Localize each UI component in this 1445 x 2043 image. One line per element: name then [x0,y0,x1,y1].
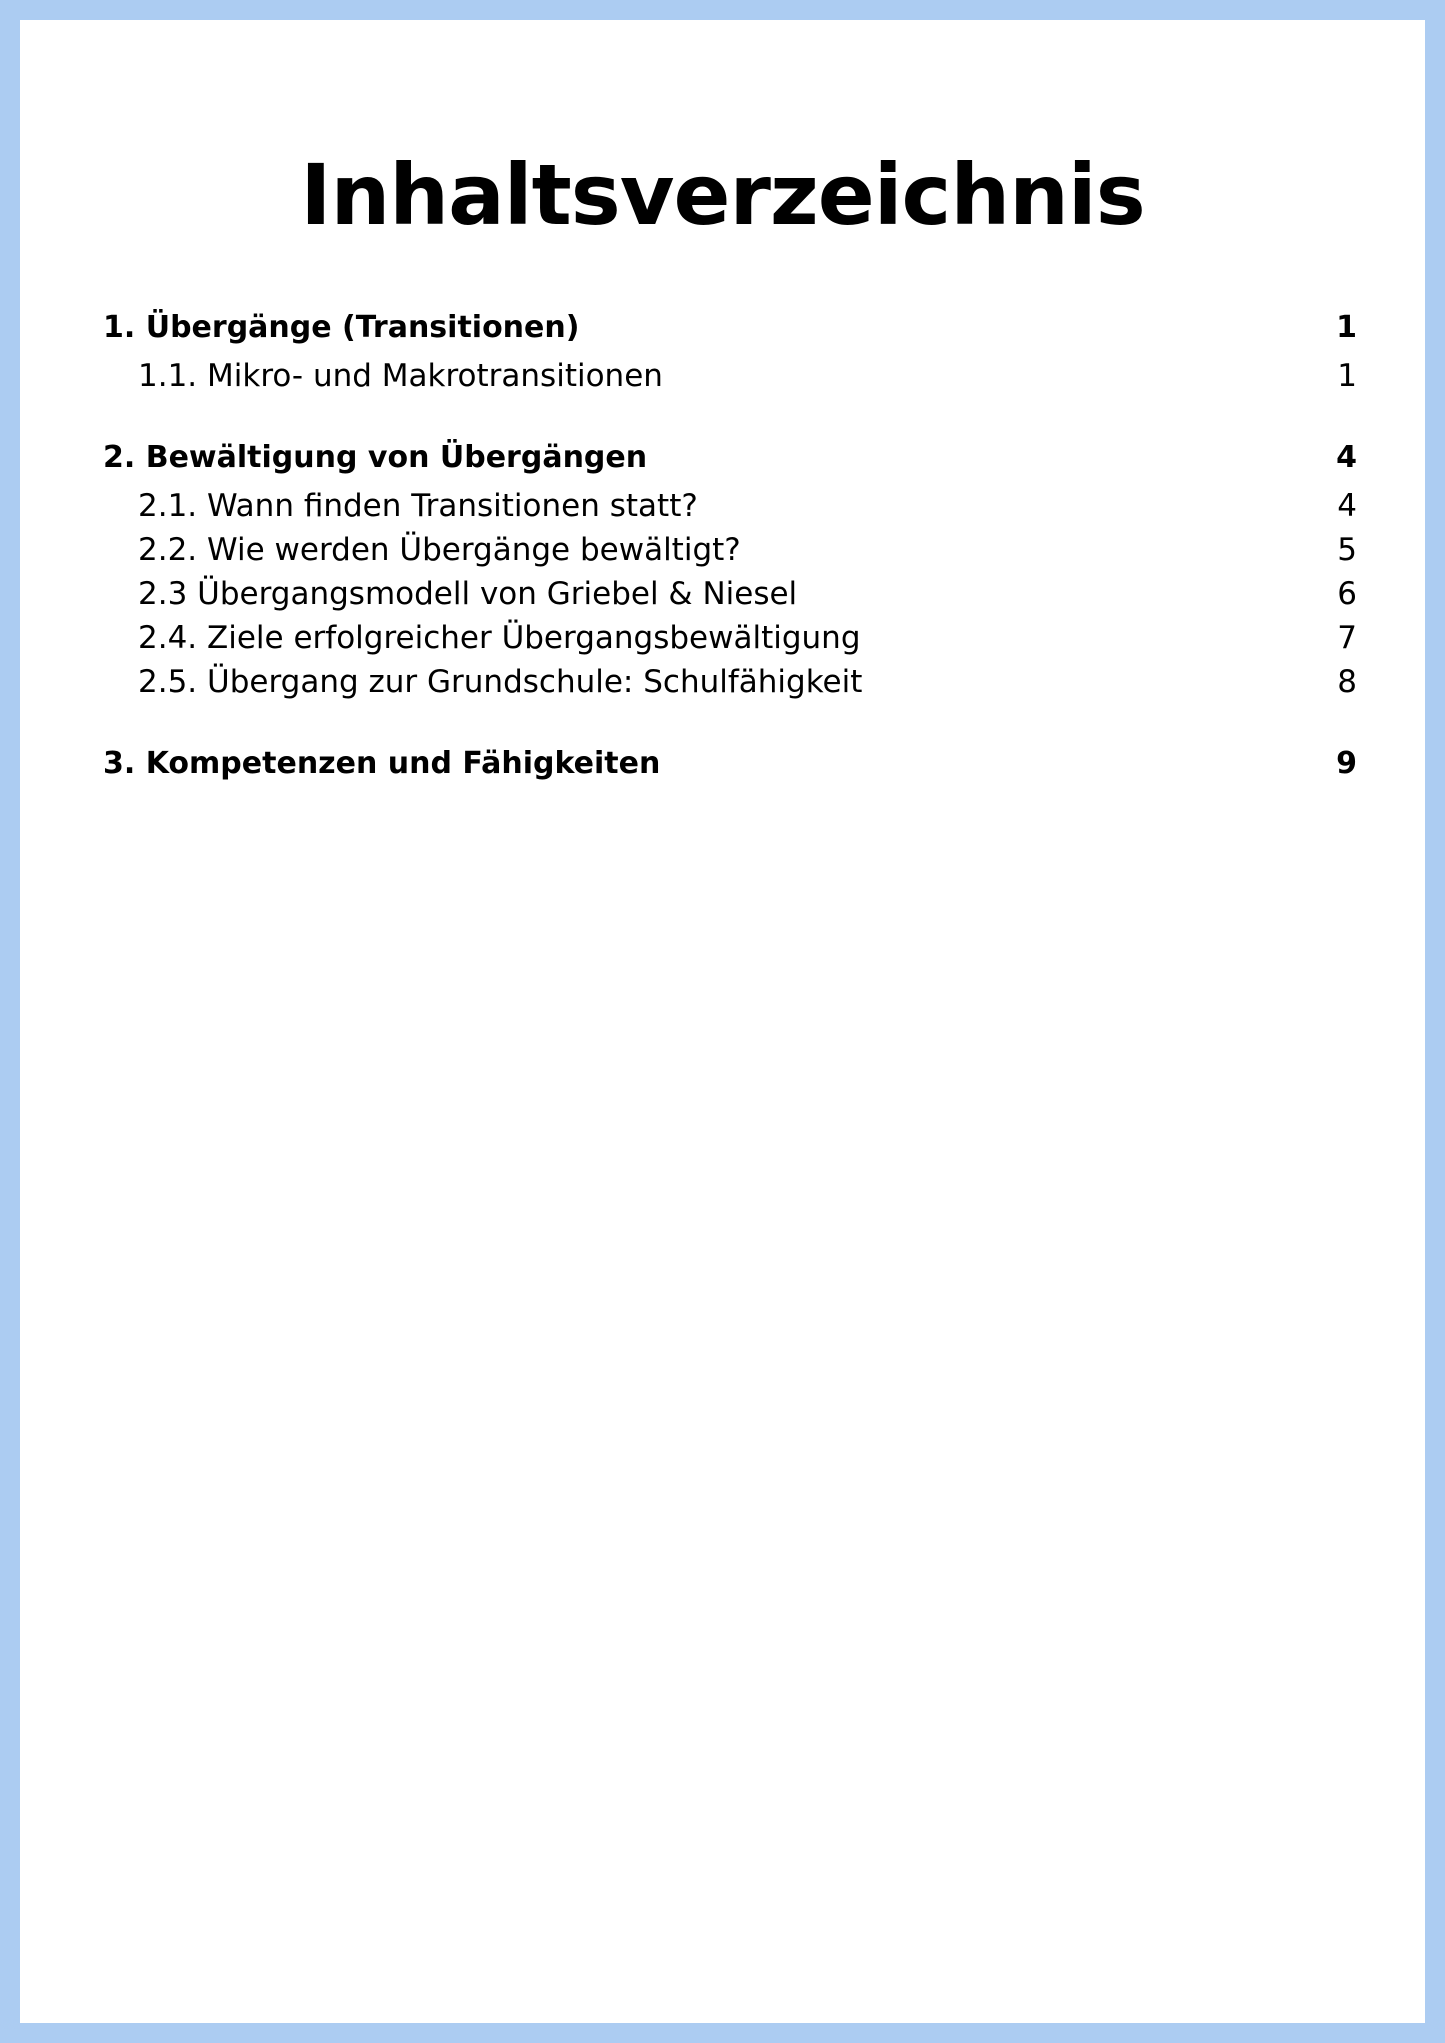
toc-subentry-label: 2.1. Wann finden Transitionen statt? [138,488,698,524]
toc-subentry[interactable] [103,576,1365,620]
toc-subentry[interactable] [103,488,1365,532]
document-page [20,20,1425,2023]
toc-entry-page: 1 [1336,310,1357,345]
toc-subentry-label: 2.2. Wie werden Übergänge bewältigt? [138,532,741,568]
toc-subentry-label: 1.1. Mikro- und Makrotransitionen [138,358,663,394]
toc-section [103,310,1365,402]
toc-section [103,440,1365,708]
toc-entry-page: 9 [1336,746,1357,781]
toc-entry-label: 2. Bewältigung von Übergängen [103,440,648,475]
toc-subentry-label: 2.3 Übergangsmodell von Griebel & Niesel [138,576,798,612]
page-title: Inhaltsverzeichnis [300,146,1145,244]
toc-subentry-label: 2.4. Ziele erfolgreicher Übergangsbewältigung [138,620,861,656]
toc-subentry-page: 1 [1337,358,1357,394]
toc-entry[interactable] [103,440,1365,488]
toc-subentry-page: 5 [1337,532,1357,568]
table-of-contents [103,310,1365,832]
toc-subentry[interactable] [103,664,1365,708]
toc-entry-label: 3. Kompetenzen und Fähigkeiten [103,746,661,781]
toc-entry-label: 1. Übergänge (Transitionen) [103,310,580,345]
toc-subentry[interactable] [103,358,1365,402]
toc-entry[interactable] [103,746,1365,794]
toc-subentry[interactable] [103,620,1365,664]
toc-subentry-page: 7 [1337,620,1357,656]
toc-subentry-page: 4 [1337,488,1357,524]
toc-subentry-page: 8 [1337,664,1357,700]
toc-entry-page: 4 [1336,440,1357,475]
toc-subentry-label: 2.5. Übergang zur Grundschule: Schulfähigkeit [138,664,863,700]
toc-section [103,746,1365,794]
toc-subentry[interactable] [103,532,1365,576]
toc-subentry-page: 6 [1337,576,1357,612]
toc-entry[interactable] [103,310,1365,358]
